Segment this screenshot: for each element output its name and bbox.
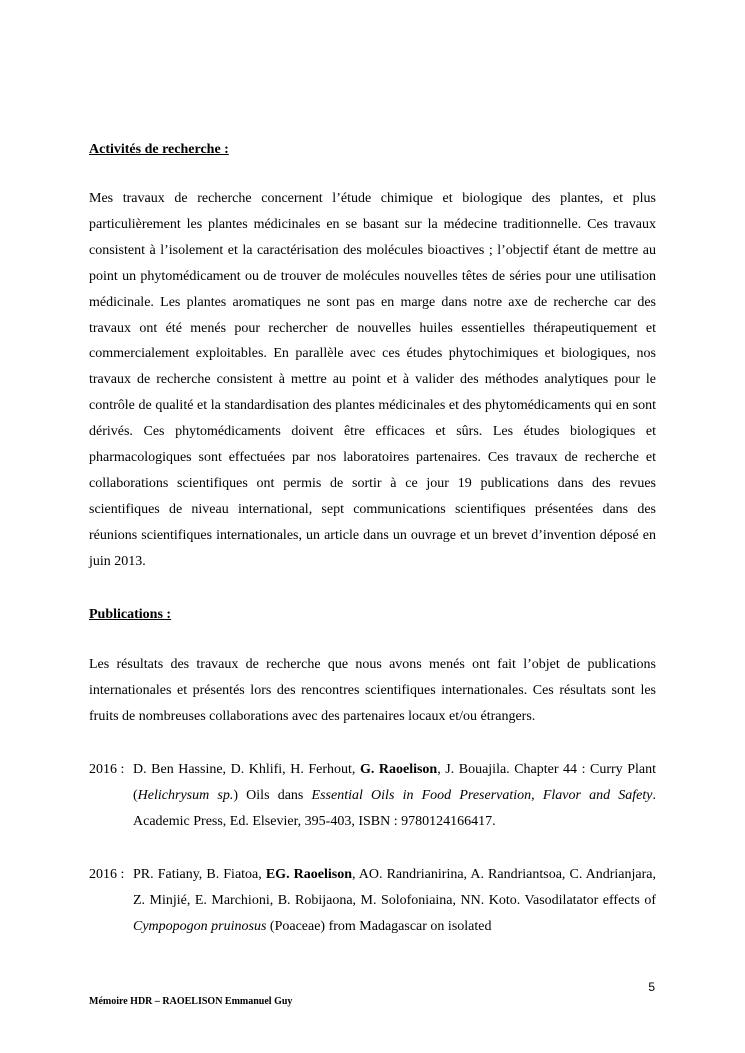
publications-heading-suffix: :	[162, 607, 172, 622]
publication-year: 2016 :	[89, 867, 125, 882]
publications-heading	[89, 607, 171, 623]
citation-connector: ) Oils dans	[233, 788, 312, 803]
publication-entry	[89, 862, 656, 940]
citation-authors-rest: , J. Bouajila. Chapter 44 : Curry Plant (	[133, 762, 656, 803]
page-number: 5	[648, 980, 655, 994]
citation-author-highlight: G. Raoelison	[359, 762, 438, 777]
publication-entry	[89, 757, 656, 835]
publication-year: 2016 :	[89, 762, 125, 777]
research-heading	[89, 142, 229, 158]
citation-book-title: Essential Oils in Food Preservation, Flavor and Safety	[311, 788, 653, 803]
publication-citation	[133, 757, 656, 835]
publication-citation	[133, 862, 656, 940]
citation-title-end: (Poaceae) from Madagascar on isolated	[266, 919, 492, 934]
citation-authors: PR. Fatiany, B. Fiatoa,	[133, 867, 266, 882]
citation-authors-rest: , AO. Randrianirina, A. Randriantsoa, C. Andrianjara, Z. Minjié, E. Marchioni, B. Robijaona, M. Solofoniaina, NN. Koto. Vasodilatator effects of	[133, 867, 656, 908]
research-paragraph	[89, 186, 656, 575]
research-paragraph-text: Mes travaux de recherche concernent l’étude chimique et biologique des plantes, et plus particulièrement les plantes médicinales en se basant sur la médecine traditionnelle. Ces travaux consistent à l’isolement et la caractérisation des molécules bioactives ; l’objectif étant de mettre au point un phytomédicament ou de trouver de molécules nouvelles têtes de séries pour une utilisation médicinale. Les plantes aromatiques ne sont pas en marge dans notre axe de recherche car des travaux ont été menés pour rechercher de nouvelles huiles essentielles thérapeutiquement et commercialement exploitables. En parallèle avec ces études phytochimiques et biologiques, nos travaux de recherche consistent à mettre au point et à valider des méthodes analytiques pour le contrôle de qualité et la standardisation des plantes médicinales et des phytomédicaments qui en sont dérivés. Ces phytomédicaments doivent être efficaces et sûrs. Les études biologiques et pharmacologiques sont effectuées par nos laboratoires partenaires. Ces travaux de recherche et collaborations scientifiques ont permis de sortir à ce jour 19 publications dans des revues scientifiques de niveau international, sept communications scientifiques présentées dans des réunions scientifiques internationales, un article dans un ouvrage et un brevet d’invention déposé en juin 2013.	[89, 191, 656, 569]
citation-species: Cympopogon pruinosus	[133, 919, 267, 934]
citation-authors: D. Ben Hassine, D. Khlifi, H. Ferhout,	[133, 762, 360, 777]
citation-species: Helichrysum sp.	[137, 788, 234, 803]
publications-heading-text: Publications	[89, 607, 163, 622]
citation-publisher: . Academic Press, Ed. Elsevier, 395-403, ISBN : 9780124166417.	[133, 788, 656, 829]
publications-intro-text: Les résultats des travaux de recherche que nous avons menés ont fait l’objet de publications internationales et présentés lors des rencontres scientifiques internationales. Ces résultats sont les fruits de nombreuses collaborations avec des partenaires locaux et/ou étrangers.	[89, 657, 656, 724]
publications-intro	[89, 652, 656, 730]
page-footer: Mémoire HDR – RAOELISON Emmanuel Guy	[89, 996, 293, 1007]
citation-author-highlight: EG. Raoelison	[265, 867, 352, 882]
research-heading-text: Activités de recherche :	[89, 142, 229, 157]
